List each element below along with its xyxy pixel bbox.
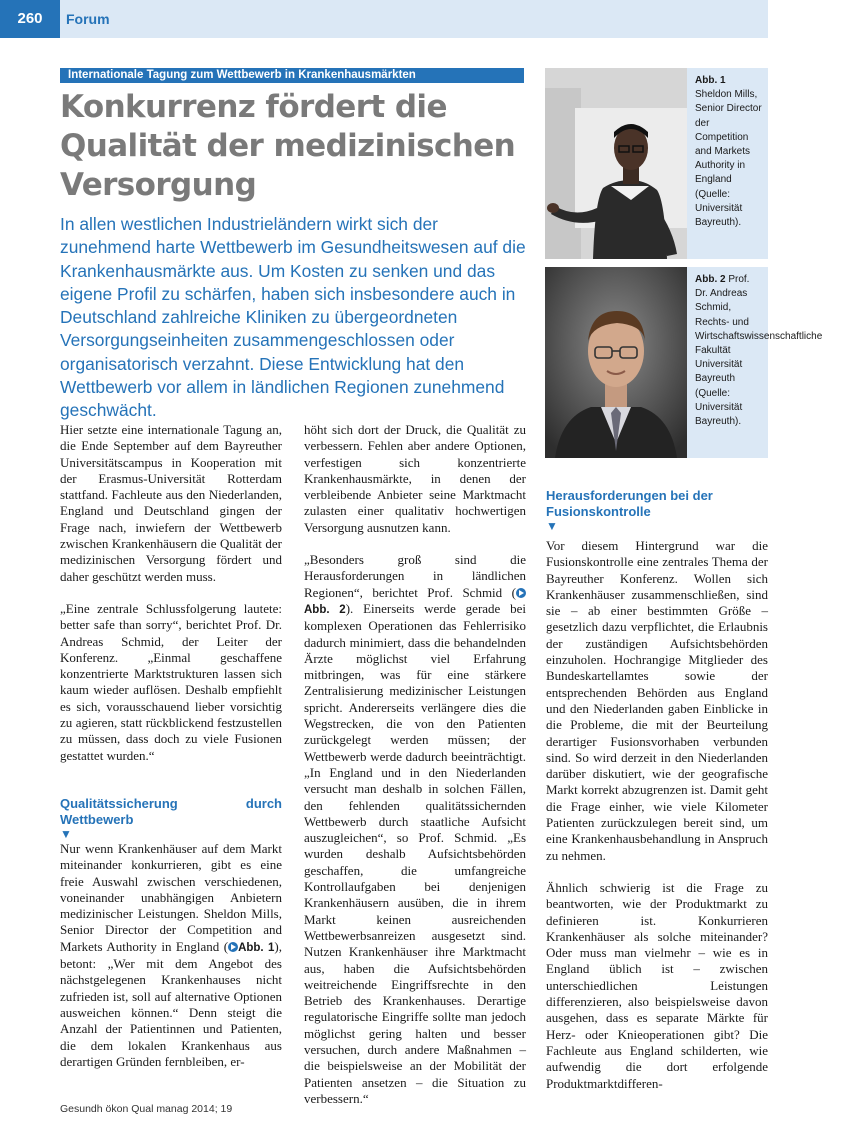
kicker: Internationale Tagung zum Wettbewerb in Krankenhausmärkten	[60, 68, 524, 83]
cross-reference-arrow-icon	[228, 942, 238, 952]
subheading-qualitaetssicherung: Qualitätssicherung durch Wettbewerb	[60, 795, 282, 827]
figure-1-caption-text: Sheldon Mills, Senior Director der Competition and Markets Authority in England (Quelle: Universität Bayreuth).	[695, 89, 762, 229]
subheading-fusionskontrolle: Herausforderungen bei der Fusionskontrolle	[546, 488, 713, 519]
column-1-paragraph-3	[60, 841, 282, 1070]
column-1-paragraph-3-start: Nur wenn Krankenhäuser auf dem Markt miteinander konkurrieren, gibt es eine freie Auswahl zwischen verschiedenen, voneinander unabhängigen Anbietern medizinischer Leistungen. Sheldon Mills, Senior Director der Competition and Markets Authority in England (	[60, 840, 282, 954]
header-bar	[0, 0, 768, 38]
marker-triangle-icon: ▼	[60, 826, 72, 841]
article-title: Konkurrenz fördert die Qualität der medizinischen Versorgung	[60, 89, 516, 203]
column-2-paragraph-2-start: „Besonders groß sind die Herausforderungen in ländlichen Regionen“, berichtet Prof. Schmid (	[304, 552, 526, 600]
figure-1-label: Abb. 1	[695, 75, 726, 86]
body-column-2	[304, 422, 526, 1123]
photo-sheldon-mills	[545, 68, 687, 259]
page-number: 260	[0, 0, 60, 38]
footer-citation: Gesundh ökon Qual manag 2014; 19	[60, 1103, 233, 1115]
column-1-paragraph-2: „Eine zentrale Schlussfolgerung lautete: better safe than sorry“, berichtet Prof. Dr. Andreas Schmid, der Leiter der Konferenz. „Einmal geschaffene konzentrierte Marktstrukturen lassen sich kaum wieder auflösen. Deshalb empfiehlt es sich, vorausschauend lieber vorsichtig zu agieren, statt rückblickend festzustellen zu müssen, dass doch zu viele Fusionen gestattet wurden.“	[60, 600, 282, 763]
column-2-paragraph-1: höht sich dort der Druck, die Qualität zu verbessern. Fehlen aber andere Optionen, verfestigen sich konzentrierte Krankenhausmärkte, in denen der verbleibende Anbieter seine Marktmacht zulasten einer qualitativ hochwertigen Versorgung ausnutzen kann.	[304, 422, 526, 535]
figure-2	[545, 267, 823, 458]
cross-reference-arrow-icon	[516, 588, 526, 598]
photo-andreas-schmid	[545, 267, 687, 458]
column-2-paragraph-2	[304, 552, 526, 1107]
column-2-paragraph-2-end: ). Einerseits werde gerade bei komplexen Operationen das Fehlerrisiko dadurch minimiert, dass die behandelnden Ärzte möglichst viel Erfahrung mitbringen, was für eine stärkere Zentralisierung medizinischer Leistungen spricht. Andererseits verlängere dies die Wegstrecken, die von den Patienten zurückgelegt werden müssen; der Wettbewerb werde dadurch beeinträchtigt. „In England und in den Niederlanden versucht man deshalb in solchen Fällen, den fehlenden qualitätssichernden Wettbewerb durch staatliche Aufsicht auszugleichen“, so Prof. Schmid. „Es wurden deshalb Aufsichtsbehörden geschaffen, die umfangreiche Kontrollaufgaben bei denjenigen Krankenhäusern ausüben, die in ihrem Markt keinen ausreichenden Wettbewerbsanreizen ausgesetzt sind. Nutzen Krankenhäuser ihre Marktmacht aus, haben die Aufsichtsbehörden weitreichende Eingriffsrechte in den Betrieb des Krankenhauses. Derartige regulatorische Eingriffe sollte man jedoch möglichst gering halten und besser versuchen, durch andere Maßnahmen – die beispielsweise an der Mobilität der Patienten ansetzen – die Situation zu verbessern.“	[304, 600, 526, 1106]
column-3-heading-block	[546, 488, 766, 533]
section-label: Forum	[66, 11, 110, 27]
column-3-paragraph-2: Ähnlich schwierig ist die Frage zu beantworten, wie der Produktmarkt zu definieren ist. Konkurrieren Krankenhäuser als solche miteinander? Oder muss man vielmehr – wie es in England üblich ist – zwischen unterschiedlichen Leistungen differenzieren, also beispielsweise davon ausgehen, dass es separate Märkte für Herz- oder Knieoperationen gibt? Die Fachleute aus England schilderten, wie aufwendig die dort erfolgende Produktmarktdifferen-	[546, 879, 768, 1091]
figure-2-link[interactable]: Abb. 2	[304, 603, 346, 616]
column-1-paragraph-3-end: ), betont: „Wer mit dem Angebot des nächstgelegenen Krankenhauses nicht zufrieden ist, soll auf alternative Optionen ausweichen können.“ Denn steigt die Anzahl der Patientinnen und Patienten, die dem lokalen Krankenhaus aus derartigen Gründen fernbleiben, er-	[60, 938, 283, 1069]
figure-2-caption	[695, 273, 823, 429]
lead-paragraph: In allen westlichen Industrieländern wirkt sich der zunehmend harte Wettbewerb im Gesundheitswesen auf die Krankenhausmärkte aus. Um Kosten zu senken und das eigene Profil zu schärfen, haben sich insbesondere auch in Deutschland zahlreiche Kliniken zu übergeordneten Versorgungseinheiten zusammengeschlossen oder organisatorisch verzahnt. Diese Entwicklung hat den Wettbewerb vor allem in ländlichen Regionen zunehmend geschwächt.	[60, 214, 526, 421]
figure-2-label: Abb. 2	[695, 274, 726, 285]
figure-1-link[interactable]: Abb. 1	[238, 941, 275, 954]
column-3-paragraph-1: Vor diesem Hintergrund war die Fusionskontrolle eine zentrales Thema der Bayreuther Konferenz. Wollen sich Krankenhäuser zusammenschließen, sind sie – ab einer bestimmten Größe – gesetzlich dazu verpflichtet, die Erlaubnis der zuständigen Aufsichtsbehörden einzuholen. Hochrangige Mitglieder des Bundeskartellamtes sowie der entsprechenden Behörden aus England und den Niederlanden gaben Einblicke in die Probleme, die mit der Beurteilung derartiger Fusionsvorhaben verbunden sind. So wird derzeit in den Niederlanden darüber diskutiert, wie der geografische Markt korrekt abzugrenzen ist. Damit geht die Frage einher, wie viele Kilometer Patienten zurückzulegen bereit sind, um eine Krankenhausbehandlung in Anspruch zu nehmen.	[546, 538, 768, 863]
marker-triangle-icon: ▼	[546, 519, 558, 533]
column-1-paragraph-1: Hier setzte eine internationale Tagung an, die Ende September auf dem Bayreuther Universitätscampus in Kooperation mit der Erasmus-Universität Rotterdam stattfand. Fachleute aus den Niederlanden, England und Deutschland gingen der Frage nach, inwiefern der Wettbewerb zwischen Krankenhäusern die Qualität der medizinischen Versorgung fördert und daher geschützt werden muss.	[60, 422, 282, 584]
figure-1	[545, 68, 768, 259]
figure-2-caption-text: Prof. Dr. Andreas Schmid, Rechts- und Wirtschaftswissenschaftliche Fakultät Universität Bayreuth (Quelle: Universität Bayreuth).	[695, 274, 823, 428]
body-column-3	[546, 538, 768, 1108]
body-column-1	[60, 422, 282, 1086]
figure-1-caption	[695, 74, 763, 230]
